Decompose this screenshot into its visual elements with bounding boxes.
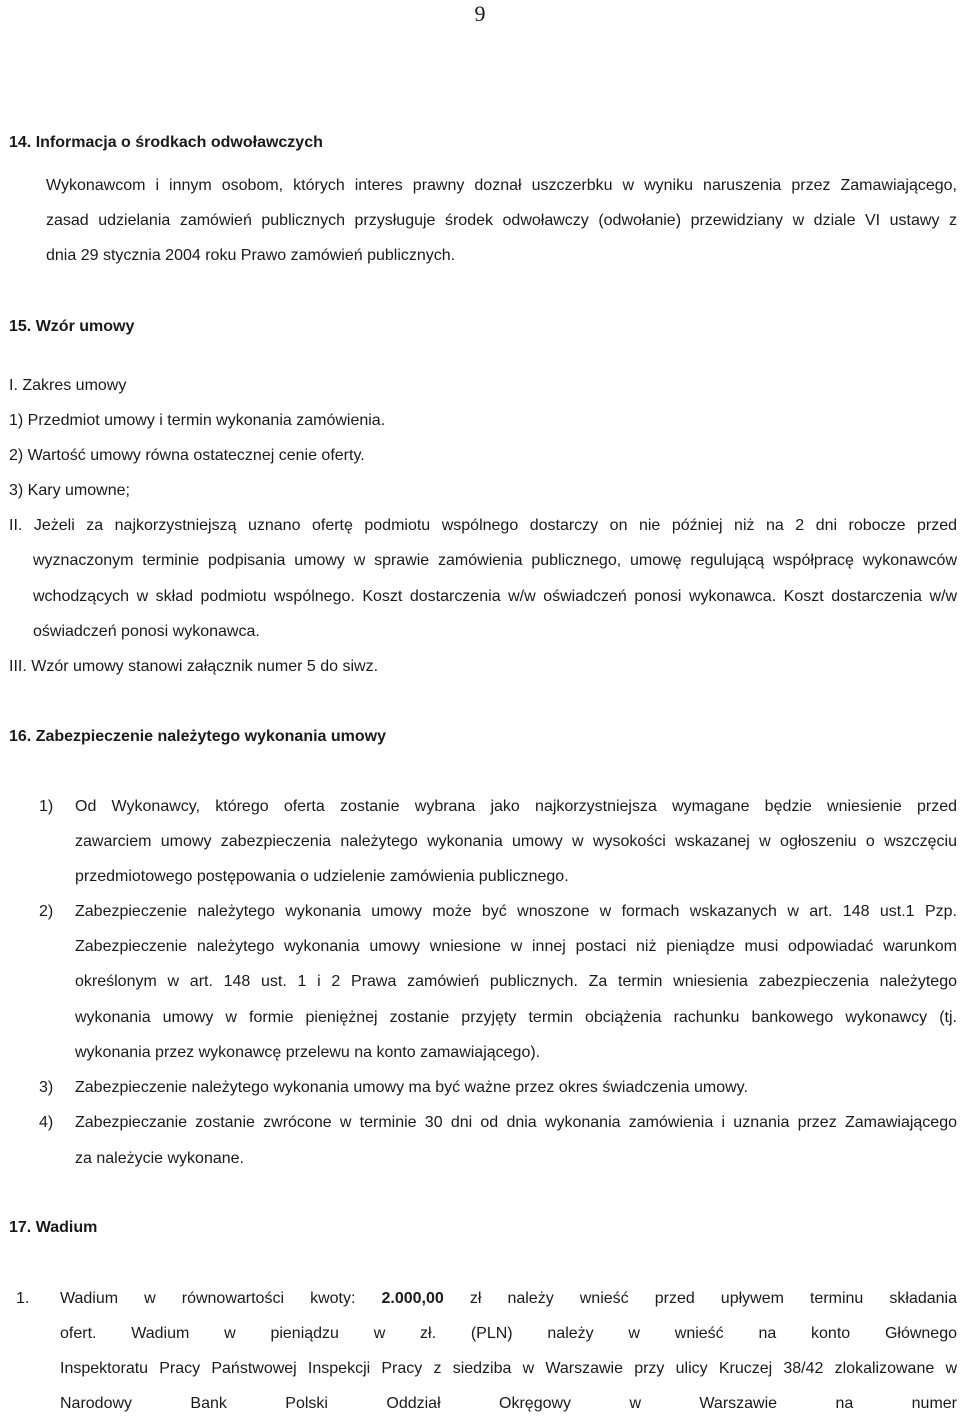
s16-item-3-line-1: Zabezpieczenie należytego wykonania umowy ma być ważne przez okres świadczenia umowy. — [75, 1079, 748, 1096]
s17-line-1-before: Wadium w równowartości kwoty: — [60, 1290, 356, 1307]
s16-item-2-line-4: wykonania umowy w formie pieniężnej zostanie przyjęty termin obciążenia rachunku bankowego wykonawcy (tj. — [75, 1009, 957, 1026]
s17-item-1-line-2: ofert. Wadium w pieniądzu w zł. (PLN) należy w wnieść na konto Głównego — [60, 1325, 957, 1342]
s16-item-2-number: 2) — [39, 903, 54, 920]
s16-item-4-number: 4) — [39, 1114, 54, 1131]
s16-item-1-line-2: zawarciem umowy zabezpieczenia należytego wykonania umowy w wysokości wskazanej w ogłoszeniu o wszczęciu — [75, 833, 957, 850]
s17-item-1-number: 1. — [16, 1290, 30, 1307]
s16-item-3-number: 3) — [39, 1079, 54, 1096]
section-17-heading: 17. Wadium — [9, 1219, 98, 1236]
s16-item-1-number: 1) — [39, 798, 54, 815]
s16-item-4-line-1: Zabezpieczanie zostanie zwrócone w terminie 30 dni od dnia wykonania zamówienia i uznania przez Zamawiającego — [75, 1114, 957, 1131]
s15-p2-line-4: oświadczeń ponosi wykonawca. — [33, 623, 260, 640]
s15-p2-line-1: II. Jeżeli za najkorzystniejszą uznano ofertę podmiotu wspólnego dostarczy on nie później niż na 2 dni robocze przed — [9, 517, 957, 534]
s14-line-1: Wykonawcom i innym osobom, których interes prawny doznał uszczerbku w wyniku naruszenia przez Zamawiającego, — [46, 177, 957, 194]
s17-item-1-line-4: Narodowy Bank Polski Oddział Okręgowy w Warszawie na numer — [60, 1395, 957, 1412]
s14-line-2: zasad udzielania zamówień publicznych przysługuje środek odwoławczy (odwołanie) przewidziany w dziale VI ustawy z — [46, 212, 957, 229]
s15-item-3: 3) Kary umowne; — [9, 482, 130, 499]
page-number: 9 — [474, 1, 486, 26]
s16-item-2-line-5: wykonania przez wykonawcę przelewu na konto zamawiającego). — [75, 1044, 541, 1061]
s16-item-2-line-2: Zabezpieczenie należytego wykonania umowy wniesione w innej postaci niż pieniądze musi odpowiadać warunkom — [75, 938, 957, 955]
s16-item-1-line-3: przedmiotowego postępowania o udzielenie zamówienia publicznego. — [75, 868, 569, 885]
s15-item-1: 1) Przedmiot umowy i termin wykonania zamówienia. — [9, 412, 386, 429]
section-15-heading: 15. Wzór umowy — [9, 318, 135, 335]
s15-zakres-title: I. Zakres umowy — [9, 377, 127, 394]
s17-line-1-after: zł należy wnieść przed upływem terminu składania — [469, 1290, 957, 1307]
s15-p2-line-3: wchodzących w skład podmiotu wspólnego. Koszt dostarczenia w/w oświadczeń ponosi wykonawca. Koszt dostarczenia w/w — [33, 588, 957, 605]
section-16-heading: 16. Zabezpieczenie należytego wykonania umowy — [9, 728, 387, 745]
s17-amount: 2.000,00 — [381, 1290, 444, 1307]
s17-item-1-line-1 — [60, 1289, 957, 1309]
s17-item-1-line-3: Inspektoratu Pracy Państwowej Inspekcji Pracy z siedziba w Warszawie przy ulicy Kruczej 38/42 zlokalizowane w — [60, 1360, 957, 1377]
s15-p3: III. Wzór umowy stanowi załącznik numer 5 do siwz. — [9, 658, 379, 675]
section-14-heading: 14. Informacja o środkach odwoławczych — [9, 134, 323, 151]
s16-item-2-line-3: określonym w art. 148 ust. 1 i 2 Prawa zamówień publicznych. Za termin wniesienia zabezpieczenia należytego — [75, 973, 957, 990]
s16-item-2-line-1: Zabezpieczenie należytego wykonania umowy może być wnoszone w formach wskazanych w art. 148 ust.1 Pzp. — [75, 903, 957, 920]
s16-item-4-line-2: za należycie wykonane. — [75, 1150, 244, 1167]
s16-item-1-line-1: Od Wykonawcy, którego oferta zostanie wybrana jako najkorzystniejsza wymagane będzie wniesienie przed — [75, 798, 957, 815]
s14-line-3: dnia 29 stycznia 2004 roku Prawo zamówień publicznych. — [46, 247, 456, 264]
s15-item-2: 2) Wartość umowy równa ostatecznej cenie oferty. — [9, 447, 365, 464]
s15-p2-line-2: wyznaczonym terminie podpisania umowy w sprawie zamówienia publicznego, umowę regulującą współpracę wykonawców — [33, 552, 957, 569]
